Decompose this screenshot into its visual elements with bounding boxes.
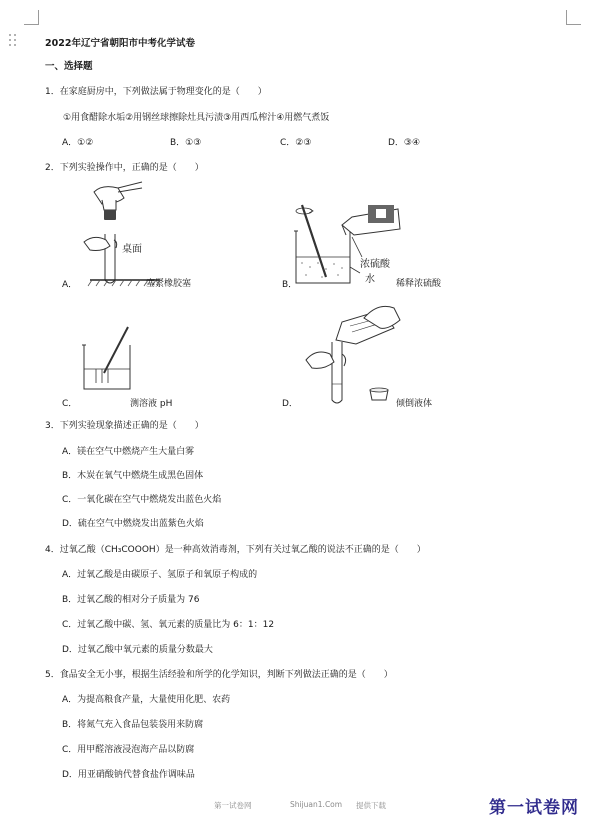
figure-d-caption: 倾倒液体	[396, 399, 433, 409]
footer-site-name: 第一试卷网	[214, 801, 252, 810]
figure-c-caption: 测溶液 pH	[130, 399, 173, 409]
question-3-option-c: C．一氧化碳在空气中燃烧发出蓝色火焰	[62, 495, 222, 505]
corner-mark-top-left	[24, 10, 39, 25]
question-3-stem: 3．下列实验现象描述正确的是（ ）	[45, 421, 204, 431]
figure-c-measure-ph	[78, 325, 148, 395]
question-3-option-a: A．镁在空气中燃烧产生大量白雾	[62, 447, 195, 457]
question-1-option-c: C．②③	[280, 138, 312, 148]
question-5-option-b: B．将氮气充入食品包装袋用来防腐	[62, 720, 204, 730]
question-5-option-c: C．用甲醛溶液浸泡海产品以防腐	[62, 745, 195, 755]
footer-download-text: 提供下载	[356, 801, 386, 810]
brand-watermark: 第一试卷网	[489, 798, 579, 818]
question-1-stem: 1．在家庭厨房中，下列做法属于物理变化的是（ ）	[45, 87, 267, 97]
figure-a-caption: 塞紧橡胶塞	[146, 279, 192, 289]
question-4-option-d: D．过氧乙酸中氧元素的质量分数最大	[62, 645, 213, 655]
question-1-subitems: ①用食醋除水垢②用钢丝球擦除灶具污渍③用西瓜榨汁④用燃气煮饭	[63, 113, 330, 123]
question-1-option-b: B．①③	[170, 138, 202, 148]
question-4-stem: 4．过氧乙酸（CH₃COOOH）是一种高效消毒剂，下列有关过氧乙酸的说法不正确的是（ ）	[45, 545, 426, 555]
question-3-option-d: D．硫在空气中燃烧发出蓝紫色火焰	[62, 519, 204, 529]
figure-b-letter: B．	[282, 280, 298, 290]
figure-d-pour-liquid	[296, 300, 406, 410]
figure-b-annotation-acid: 浓硫酸	[360, 259, 390, 270]
figure-c-letter: C．	[62, 399, 78, 409]
drag-handle-icon[interactable]	[9, 34, 19, 48]
figure-a-letter: A．	[62, 280, 78, 290]
figure-d-letter: D．	[282, 399, 298, 409]
corner-mark-top-right	[566, 10, 581, 25]
page-title: 2022年辽宁省朝阳市中考化学试卷	[45, 38, 195, 49]
question-4-option-a: A．过氧乙酸是由碳原子、氢原子和氧原子构成的	[62, 570, 258, 580]
question-1-option-a: A．①②	[62, 138, 94, 148]
question-3-option-b: B．木炭在氧气中燃烧生成黑色固体	[62, 471, 204, 481]
figure-a-insert-stopper	[80, 180, 190, 290]
figure-b-annotation-water: 水	[365, 274, 375, 285]
footer-site-url: Shijuan1.Com	[290, 800, 343, 809]
question-1-option-d: D．③④	[388, 138, 421, 148]
question-5-option-a: A．为提高粮食产量，大量使用化肥、农药	[62, 695, 231, 705]
section-heading: 一、选择题	[45, 61, 93, 72]
question-5-stem: 5．食品安全无小事，根据生活经验和所学的化学知识，判断下列做法正确的是（ ）	[45, 670, 393, 680]
figure-b-dilute-acid	[290, 195, 410, 290]
question-4-option-c: C．过氧乙酸中碳、氢、氧元素的质量比为 6：1：12	[62, 620, 275, 630]
figure-b-caption: 稀释浓硫酸	[396, 279, 442, 289]
figure-a-annotation: 桌面	[122, 244, 142, 255]
question-2-stem: 2．下列实验操作中，正确的是（ ）	[45, 163, 204, 173]
question-5-option-d: D．用亚硝酸钠代替食盐作调味品	[62, 770, 195, 780]
question-4-option-b: B．过氧乙酸的相对分子质量为 76	[62, 595, 200, 605]
